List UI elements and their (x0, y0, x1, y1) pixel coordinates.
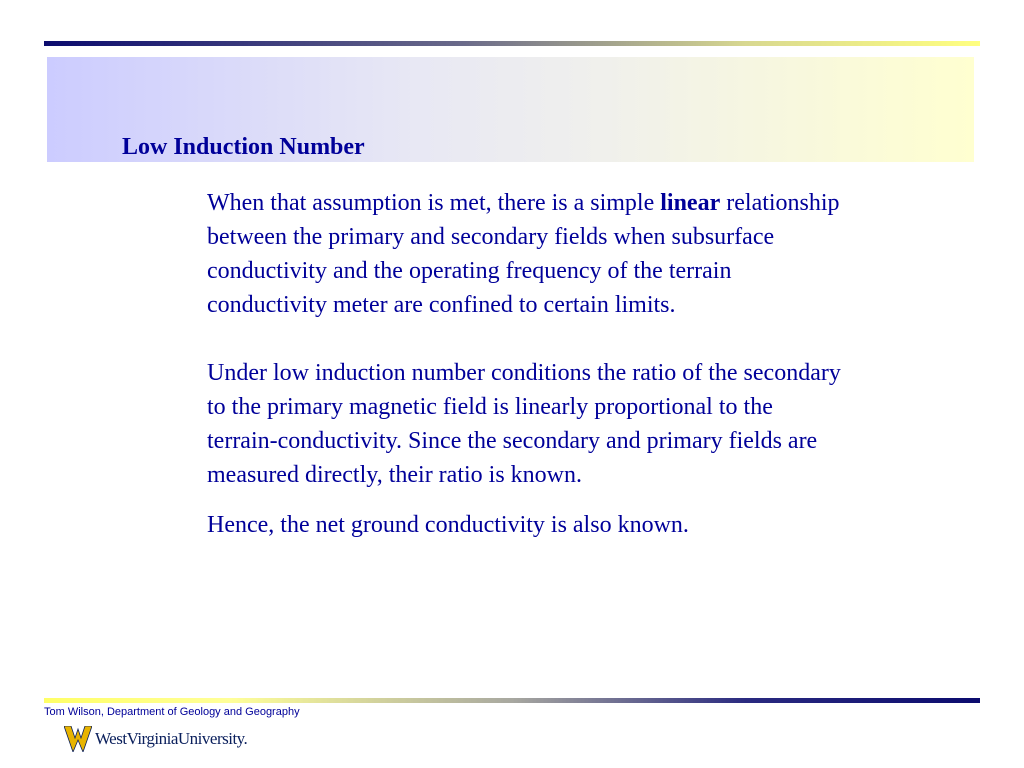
paragraph-1-rest: relationship between the primary and secondary fields when subsurface conductivity and the operating frequency of the terrain conductivity meter are confined to certain limits. (207, 190, 840, 318)
wvu-logo (64, 724, 247, 754)
footer-credit: Tom Wilson, Department of Geology and Geography (44, 706, 300, 718)
slide-title: Low Induction Number (122, 134, 365, 160)
bottom-rule (44, 698, 980, 703)
wv-flying-wv-icon (64, 726, 92, 752)
paragraph-1 (207, 186, 847, 322)
top-rule (44, 41, 980, 46)
logo-wordmark: WestVirginiaUniversity. (95, 729, 248, 748)
slide-body (207, 186, 847, 542)
paragraph-1-emphasis: linear (660, 190, 721, 216)
paragraph-2: Under low induction number conditions the ratio of the secondary to the primary magnetic field is linearly proportional to the terrain-conductivity. Since the secondary and primary fields are measured directly, their ratio is known. (207, 360, 841, 488)
paragraph-1-lead: When that assumption is met, there is a simple (207, 190, 661, 216)
paragraph-3: Hence, the net ground conductivity is also known. (207, 512, 689, 538)
